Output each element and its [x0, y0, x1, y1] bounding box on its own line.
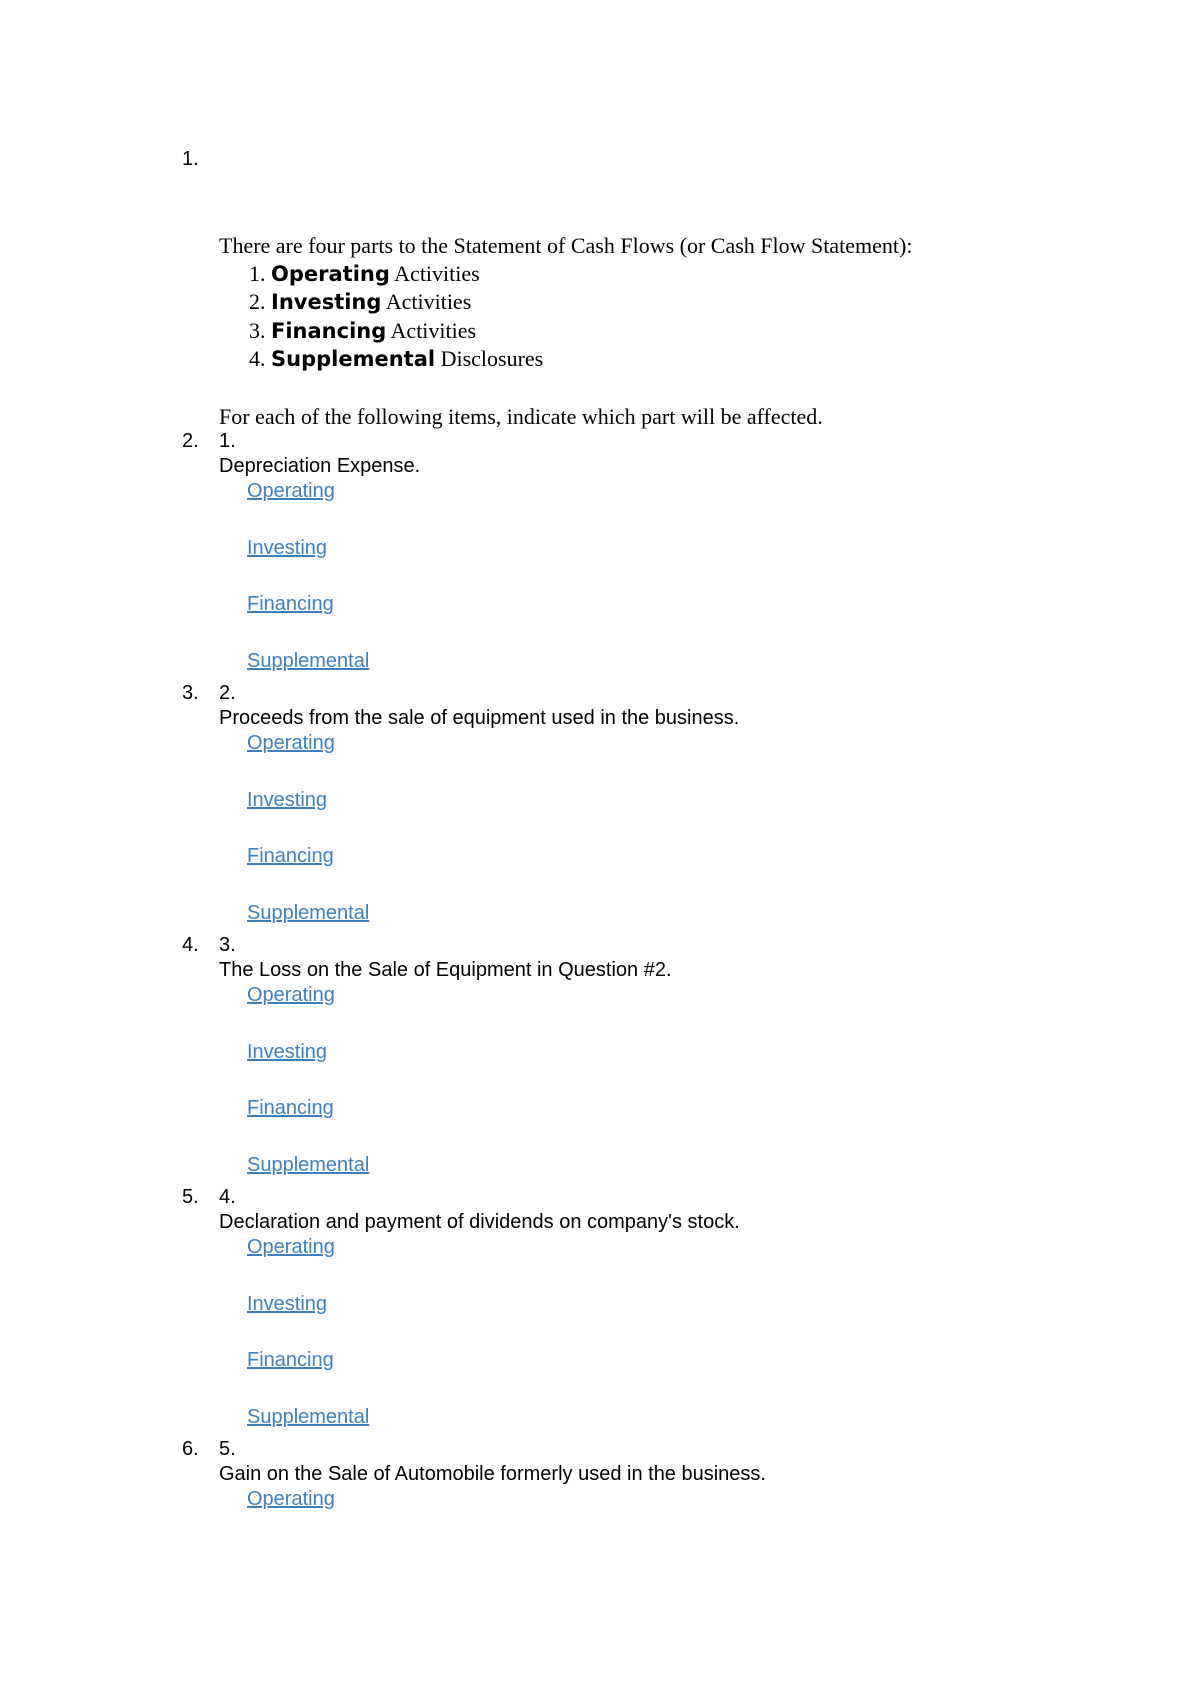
question-text: Gain on the Sale of Automobile formerly used in the business. — [219, 1463, 766, 1485]
question-number: 1. — [219, 430, 236, 452]
outer-number: 2. — [182, 430, 199, 452]
option-supplemental-link[interactable]: Supplemental — [247, 650, 370, 672]
part-item — [249, 289, 471, 315]
option-financing-link[interactable]: Financing — [247, 1097, 334, 1119]
option-supplemental-link[interactable]: Supplemental — [247, 1154, 370, 1176]
question-text: Declaration and payment of dividends on company's stock. — [219, 1211, 740, 1233]
outer-number: 6. — [182, 1438, 199, 1460]
part-item — [249, 261, 480, 287]
intro-instruction: For each of the following items, indicate which part will be affected. — [219, 404, 823, 429]
outer-number: 3. — [182, 682, 199, 704]
part-number: 3. — [249, 318, 266, 343]
question-text: The Loss on the Sale of Equipment in Question #2. — [219, 959, 672, 981]
part-number: 4. — [249, 346, 266, 371]
option-investing-link[interactable]: Investing — [247, 537, 328, 559]
part-suffix: Activities — [394, 261, 480, 286]
part-name: Operating — [271, 262, 390, 286]
question-text: Depreciation Expense. — [219, 455, 421, 477]
question-text: Proceeds from the sale of equipment used in the business. — [219, 707, 740, 729]
option-operating-link[interactable]: Operating — [247, 1488, 335, 1510]
outer-number: 1. — [182, 148, 199, 170]
option-supplemental-link[interactable]: Supplemental — [247, 1406, 370, 1428]
outer-number: 5. — [182, 1186, 199, 1208]
option-operating-link[interactable]: Operating — [247, 480, 335, 502]
question-number: 2. — [219, 682, 236, 704]
option-operating-link[interactable]: Operating — [247, 1236, 335, 1258]
part-item — [249, 346, 543, 372]
question-number: 3. — [219, 934, 236, 956]
part-number: 2. — [249, 289, 266, 314]
option-investing-link[interactable]: Investing — [247, 789, 328, 811]
part-suffix: Disclosures — [440, 346, 544, 371]
option-investing-link[interactable]: Investing — [247, 1041, 328, 1063]
outer-number: 4. — [182, 934, 199, 956]
question-number: 4. — [219, 1186, 236, 1208]
option-financing-link[interactable]: Financing — [247, 1349, 334, 1371]
option-operating-link[interactable]: Operating — [247, 984, 335, 1006]
question-number: 5. — [219, 1438, 236, 1460]
part-suffix: Activities — [390, 318, 477, 343]
part-number: 1. — [249, 261, 266, 286]
part-name: Supplemental — [271, 347, 436, 371]
option-operating-link[interactable]: Operating — [247, 732, 335, 754]
part-item — [249, 318, 476, 344]
option-financing-link[interactable]: Financing — [247, 593, 334, 615]
part-name: Financing — [271, 319, 387, 343]
part-suffix: Activities — [385, 289, 472, 314]
option-financing-link[interactable]: Financing — [247, 845, 334, 867]
part-name: Investing — [271, 290, 382, 314]
option-investing-link[interactable]: Investing — [247, 1293, 328, 1315]
intro-lead: There are four parts to the Statement of Cash Flows (or Cash Flow Statement): — [219, 233, 913, 258]
option-supplemental-link[interactable]: Supplemental — [247, 902, 370, 924]
